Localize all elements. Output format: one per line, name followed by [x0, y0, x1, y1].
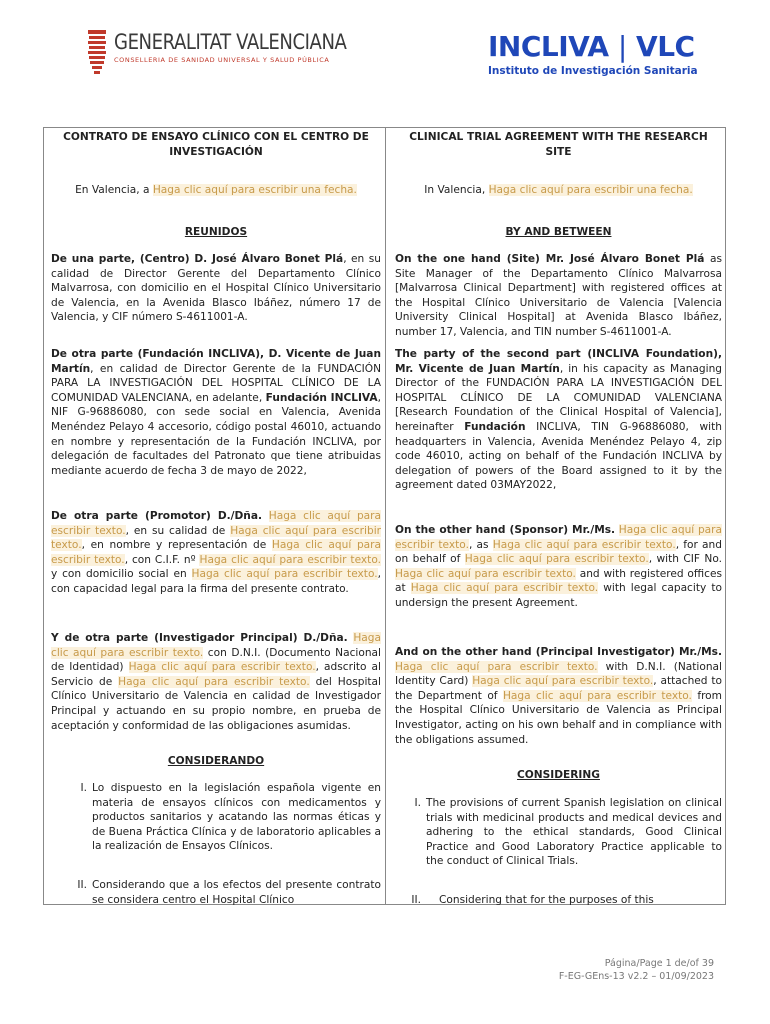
- es-party-sponsor-label: De otra parte (Promotor) D./Dña.: [51, 510, 263, 522]
- es-item2-text: Considerando que a los efectos del presente contrato se considera centro el Hospital Clínico: [92, 879, 381, 906]
- page-footer: [559, 957, 714, 983]
- es-sponsor-role-field[interactable]: Haga clic aquí para escribir texto.: [51, 524, 381, 552]
- es-investigator-name-field[interactable]: Haga clic aquí para escribir texto.: [51, 632, 381, 659]
- es-sponsor-text5: , con capacidad legal para la firma del presente contrato.: [51, 568, 381, 595]
- es-party-sponsor: [51, 509, 381, 597]
- en-sponsor-text5: with legal capacity to undersign the present Agreement.: [395, 582, 722, 609]
- en-sponsor-company-field[interactable]: Haga clic aquí para escribir texto.: [464, 553, 649, 566]
- generalitat-emblem-icon: [86, 30, 108, 76]
- es-investigator-text2: , adscrito al Servicio de: [51, 661, 381, 688]
- en-sponsor-name-field[interactable]: Haga clic aquí para escribir texto.: [395, 524, 723, 551]
- es-sponsor-text2: , en nombre y representación de: [81, 539, 272, 552]
- generalitat-logo: [86, 30, 384, 76]
- bilingual-contract-table: [43, 127, 726, 905]
- en-title: CLINICAL TRIAL AGREEMENT WITH THE RESEARCH SITE: [409, 131, 708, 158]
- es-item2-number: II.: [77, 879, 87, 891]
- es-investigator-text3: del Hospital Clínico Universitario de Valencia en calidad de Investigador Principal y actuando en su propio nombre, en prueba de aceptación y conformidad de las obligaciones asumidas.: [51, 675, 381, 732]
- en-party-foundation-text2: INCLIVA, TIN G-96886080, with headquarters in Valencia, Avenida Menéndez Pelayo 4, zip code 46010, acting on behalf of the Fundación INCLIVA by delegation of powers of the Board assigned to it by the agreement dated 03MAY2022,: [395, 420, 722, 492]
- en-investigator-text3: from the Hospital Clínico Universitario de Valencia as Principal Investigator, acting on his own behalf and in compliance with the obligations assumed.: [395, 689, 722, 746]
- en-between-heading: BY AND BETWEEN: [505, 226, 612, 238]
- en-sponsor-role-field[interactable]: Haga clic aquí para escribir texto.: [492, 538, 676, 551]
- en-date-prefix: In Valencia,: [424, 184, 489, 196]
- es-party-site-name: De una parte, (Centro) D. José Álvaro Bonet Plá: [51, 253, 344, 265]
- es-sponsor-company-field[interactable]: Haga clic aquí para escribir texto.: [51, 539, 382, 566]
- en-sponsor-text4: and with registered offices at: [395, 567, 722, 595]
- en-investigator-dni-field[interactable]: Haga clic aquí para escribir texto.: [472, 675, 654, 688]
- es-party-foundation-short: Fundación INCLIVA: [265, 391, 378, 404]
- es-party-investigator-label: Y de otra parte (Investigador Principal) D./Dña.: [51, 632, 348, 644]
- en-party-site: [395, 252, 722, 340]
- es-sponsor-cif-field[interactable]: Haga clic aquí para escribir texto.: [199, 553, 381, 566]
- es-investigator-text1: con D.N.I. (Documento Nacional de Identidad): [51, 646, 381, 674]
- es-sponsor-text3: , con C.I.F. nº: [124, 553, 200, 566]
- en-item1-text: The provisions of current Spanish legislation on clinical trials with medicinal products and medical devices and adhering to the ethical standards, Good Clinical Practice and Good Laboratory Practice applicable to the conduct of Clinical Trials.: [426, 797, 722, 868]
- es-sponsor-name-field[interactable]: Haga clic aquí para escribir texto.: [51, 510, 382, 537]
- es-date-placeholder[interactable]: Haga clic aquí para escribir una fecha.: [152, 184, 357, 196]
- en-considering-heading: CONSIDERING: [517, 769, 600, 781]
- es-title: CONTRATO DE ENSAYO CLÍNICO CON EL CENTRO DE INVESTIGACIÓN: [63, 131, 369, 158]
- incliva-name: INCLIVA: [488, 30, 609, 63]
- es-sponsor-text4: y con domicilio social en: [51, 568, 192, 581]
- es-investigator-service-field[interactable]: Haga clic aquí para escribir texto.: [118, 675, 310, 688]
- es-party-foundation-text2: , NIF G-96886080, con sede social en Valencia, Avenida Menéndez Pelayo 4 accesorio, código postal 46010, actuando en nombre y representación de la Fundación INCLIVA, por delegación de facultades del Patronato que tiene atribuidas mediante acuerdo de fecha 3 de mayo de 2022,: [51, 391, 381, 477]
- en-sponsor-address-field[interactable]: Haga clic aquí para escribir texto.: [410, 582, 599, 595]
- en-party-site-text: as Site Manager of the Departamento Clínico Malvarrosa [Malvarrosa Clinical Department] with registered offices at the Hospital Clínico Universitario de Valencia [Valencia University Clinical Hospital] at Avenida Blasco Ibáñez, number 17, Valencia, and TIN number S-4611001-A.: [395, 253, 722, 338]
- es-considerando-heading: CONSIDERANDO: [167, 755, 265, 767]
- incliva-logo: [488, 32, 698, 77]
- es-reunidos-heading: REUNIDOS: [184, 226, 248, 238]
- en-date-placeholder[interactable]: Haga clic aquí para escribir una fecha.: [488, 184, 693, 196]
- en-party-sponsor-label: On the other hand (Sponsor) Mr./Ms.: [395, 524, 616, 536]
- es-party-investigator: [51, 631, 381, 733]
- en-sponsor-text1: , as: [468, 538, 493, 551]
- es-item1-number: I.: [80, 782, 87, 794]
- column-divider: [385, 128, 386, 904]
- en-party-investigator: [395, 645, 722, 747]
- es-party-foundation: [51, 347, 381, 478]
- generalitat-name: GENERALITAT VALENCIANA: [114, 30, 347, 54]
- es-party-site: [51, 252, 381, 325]
- page-header: [0, 0, 770, 100]
- en-investigator-name-field[interactable]: Haga clic aquí para escribir texto.: [395, 660, 598, 673]
- incliva-separator: |: [617, 30, 627, 63]
- incliva-subtitle: Instituto de Investigación Sanitaria: [488, 65, 698, 77]
- es-date-prefix: En Valencia, a: [75, 184, 153, 196]
- en-sponsor-text2: , for and on behalf of: [395, 538, 722, 566]
- es-sponsor-text1: , en su calidad de: [125, 524, 231, 537]
- es-sponsor-address-field[interactable]: Haga clic aquí para escribir texto.: [191, 568, 378, 581]
- es-investigator-dni-field[interactable]: Haga clic aquí para escribir texto.: [128, 661, 316, 674]
- generalitat-department: CONSELLERIA DE SANIDAD UNIVERSAL Y SALUD PÚBLICA: [114, 56, 330, 64]
- en-item2-number: II.: [411, 894, 421, 906]
- en-sponsor-cif-field[interactable]: Haga clic aquí para escribir texto.: [395, 567, 576, 580]
- en-item2-text: Considering that for the purposes of this: [439, 894, 654, 906]
- en-party-foundation: [395, 347, 722, 493]
- en-party-sponsor: [395, 523, 722, 611]
- es-party-site-text: , en su calidad de Director Gerente del Departamento Clínico Malvarrosa, con domicilio en el Hospital Clínico Universitario de Valencia, en la Avenida Blasco Ibáñez, número 17 de Valencia, y CIF número S-4611001-A.: [51, 253, 381, 324]
- en-date-line: [395, 183, 722, 198]
- en-party-foundation-text1: , in his capacity as Managing Director of the FUNDACIÓN PARA LA INVESTIGACIÓN DEL HOSPITAL CLÍNICO DE LA COMUNIDAD VALENCIANA [Research Foundation of the Clinical Hospital of Valencia], hereinafter: [395, 362, 723, 433]
- es-date-line: [51, 183, 381, 198]
- en-sponsor-text3: , with CIF No.: [648, 553, 722, 566]
- es-party-foundation-text1: , en calidad de Director Gerente de la FUNDACIÓN PARA LA INVESTIGACIÓN DEL HOSPITAL CLÍNICO DE LA COMUNIDAD VALENCIANA, en adelante,: [51, 362, 381, 404]
- en-party-investigator-label: And on the other hand (Principal Investigator) Mr./Ms.: [395, 646, 722, 658]
- en-party-site-name: On the one hand (Site) Mr. José Álvaro Bonet Plá: [395, 253, 705, 265]
- es-item1-text: Lo dispuesto en la legislación española vigente en materia de ensayos clínicos con medicamentos y productos sanitarios y acatando las normas éticas y de Buena Práctica Clínica y de laboratorio aplicables a la realización de Ensayos Clínicos.: [92, 782, 381, 853]
- en-item1-number: I.: [414, 797, 421, 809]
- en-party-foundation-short: Fundación: [464, 420, 526, 433]
- en-investigator-department-field[interactable]: Haga clic aquí para escribir texto.: [502, 689, 692, 702]
- en-investigator-text1: with D.N.I. (National Identity Card): [395, 660, 722, 688]
- en-party-foundation-name: The party of the second part (INCLIVA Foundation), Mr. Vicente de Juan Martín: [395, 348, 722, 375]
- incliva-vlc: VLC: [636, 30, 695, 63]
- document-code: F-EG-GEns-13 v2.2 – 01/09/2023: [558, 971, 714, 982]
- es-party-foundation-name: De otra parte (Fundación INCLIVA), D. Vicente de Juan Martín: [51, 348, 381, 375]
- en-investigator-text2: , attached to the Department of: [395, 675, 722, 702]
- page-number: Página/Page 1 de/of 39: [604, 958, 714, 969]
